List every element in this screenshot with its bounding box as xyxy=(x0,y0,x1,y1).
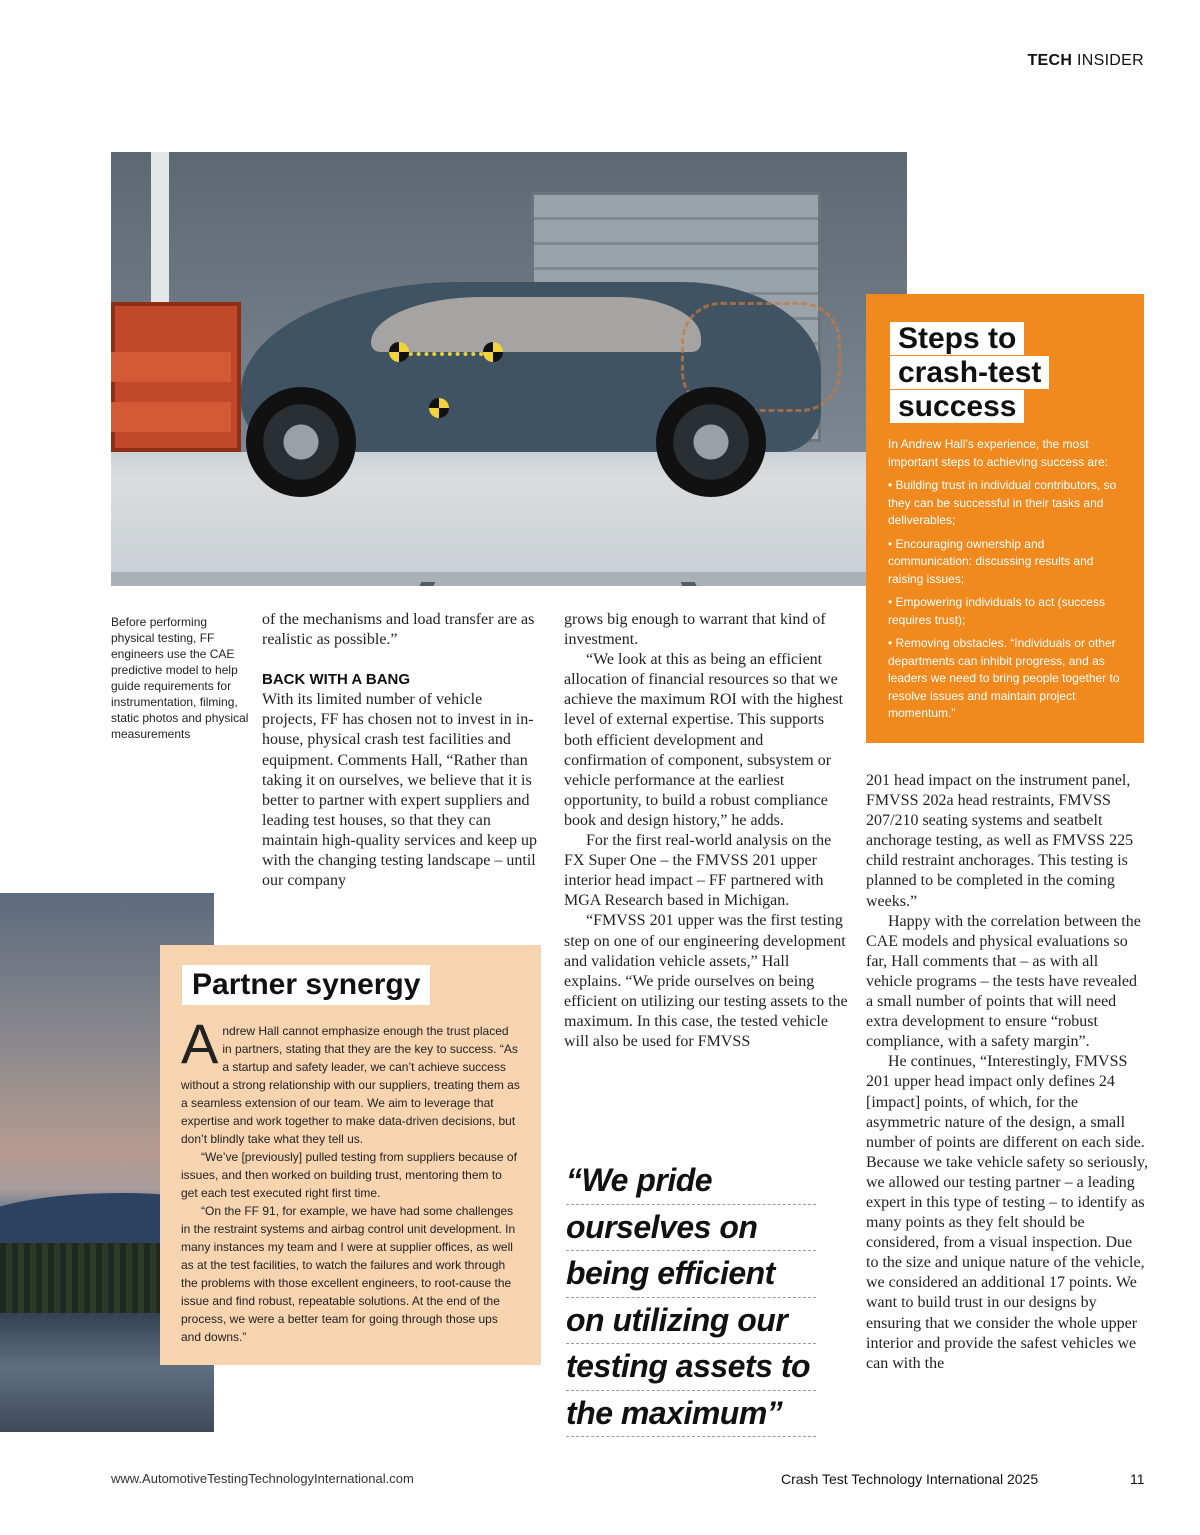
partner-text: ndrew Hall cannot emphasize enough the trust placed in partners, stating that they are the key to success. “As a startup and safety leader, we can’t achieve success without a strong relationship with our suppliers, treating them as a seamless extension of our team. We aim to leverage that expertise and work together to make data-driven decisions, but don’t blindly take what they tell us. xyxy=(181,1024,520,1146)
pull-quote-line: being efficient xyxy=(566,1251,816,1298)
steps-intro: In Andrew Hall’s experience, the most important steps to achieving success are: xyxy=(888,437,1109,469)
paragraph: “We’ve [previously] pulled testing from suppliers because of issues, and then worked on building trust, mentoring them to get each test executed right first time. xyxy=(181,1150,517,1200)
paragraph: With its limited number of vehicle projects, FF has chosen not to invest in in-house, physical crash test facilities and equipment. Comments Hall, “Rather than taking it on ourselves, we believe that it is better to partner with expert suppliers and leading test houses, so that they can maintain high-quality services and keep up with the changing testing landscape – until our company xyxy=(262,691,538,890)
subheading: BACK WITH A BANG xyxy=(262,671,411,689)
header-rest: INSIDER xyxy=(1072,52,1144,69)
steps-item: • Empowering individuals to act (success requires trust); xyxy=(888,595,1105,627)
pull-quote-line: ourselves on xyxy=(566,1205,816,1252)
drop-cap: A xyxy=(181,1012,219,1075)
pull-quote-line: the maximum” xyxy=(566,1391,816,1438)
pull-quote-line: on utilizing our xyxy=(566,1298,816,1345)
steps-title-line: crash-test xyxy=(890,356,1049,389)
pull-quote-line: testing assets to xyxy=(566,1344,816,1391)
paragraph: 201 head impact on the instrument panel, FMVSS 202a head restraints, FMVSS 207/210 seating systems and seatbelt anchorage testing, as well as FMVSS 225 child restraint anchorages. This testing is planned to be completed in the coming weeks.” xyxy=(866,772,1134,910)
paragraph: “FMVSS 201 upper was the first testing step on one of our engineering development and validation vehicle assets,” Hall explains. “We pride ourselves on being efficient on utilizing our testing assets to the maximum. In this case, the tested vehicle will also be used for FMVSS xyxy=(564,912,848,1050)
steps-title xyxy=(890,322,1080,424)
paragraph: For the first real-world analysis on the FX Super One – the FMVSS 201 upper interior head impact – FF partnered with MGA Research based in Michigan. xyxy=(564,832,832,910)
steps-title-line: success xyxy=(890,390,1024,423)
article-column-3 xyxy=(866,771,1148,1374)
pull-quote-line: “We pride xyxy=(566,1158,816,1205)
paragraph: Happy with the correlation between the CAE models and physical evaluations so far, Hall comments that – as with all vehicle programs – the tests have revealed a small number of points that will need extra development to ensure “robust compliance, with a safety margin”. xyxy=(866,912,1141,1051)
steps-item: • Removing obstacles. “Individuals or other departments can inhibit progress, and as leaders we need to bring people together to resolve issues and maintain project momentum.” xyxy=(888,636,1120,720)
photo-caption: Before performing physical testing, FF engineers use the CAE predictive model to help guide requirements for instrumentation, filming, static photos and physical measurements xyxy=(111,615,249,741)
steps-title-line: Steps to xyxy=(890,322,1024,355)
crash-test-photo xyxy=(111,152,907,586)
paragraph: He continues, “Interestingly, FMVSS 201 upper head impact only defines 24 [impact] points, of which, for the asymmetric nature of the design, a small number of points are different on each side. Because we take vehicle safety so seriously, we allowed our testing partner – a leading expert in this type of testing – to identify as many points as they felt should be considered, from a visual inspection. Due to the size and unique nature of the vehicle, we considered an additional 17 points. We want to build trust in our designs by ensuring that we consider the whole upper interior and provide the safest vehicles we can with the xyxy=(866,1053,1148,1372)
steps-item: • Building trust in individual contributors, so they can be successful in their tasks and deliverables; xyxy=(888,478,1117,527)
paragraph: of the mechanisms and load transfer are as realistic as possible.” xyxy=(262,611,535,649)
section-header xyxy=(1027,52,1144,70)
steps-body xyxy=(888,436,1130,729)
article-column-1 xyxy=(262,610,540,891)
partner-title: Partner synergy xyxy=(182,965,430,1005)
header-bold: TECH xyxy=(1027,52,1073,69)
footer-publication: Crash Test Technology International 2025 xyxy=(781,1471,1039,1487)
paragraph: “On the FF 91, for example, we have had some challenges in the restraint systems and airbag control unit development. In many instances my team and I were at supplier offices, as well as at the test facilities, to watch the failures and work through the problems with those excellent engineers, to root-cause the issue and find robust, repeatable solutions. At the end of the process, we were a better team for going through those ups and downs.” xyxy=(181,1204,516,1344)
article-column-2 xyxy=(564,610,849,1052)
footer-url: www.AutomotiveTestingTechnologyInternational.com xyxy=(111,1471,414,1486)
partner-sidebar xyxy=(160,945,541,1365)
steps-item: • Encouraging ownership and communication: discussing results and raising issues; xyxy=(888,536,1094,586)
partner-body xyxy=(181,1012,521,1346)
steps-sidebar xyxy=(866,294,1144,743)
paragraph: grows big enough to warrant that kind of investment. xyxy=(564,611,826,649)
pull-quote xyxy=(566,1158,816,1437)
page-number: 11 xyxy=(1130,1471,1145,1487)
paragraph xyxy=(181,1012,521,1148)
paragraph: “We look at this as being an efficient allocation of financial resources so that we achieve the maximum ROI with the highest level of external expertise. This supports both efficient development and confirmation of component, subsystem or vehicle performance at the earliest opportunity, to build a robust compliance book and design history,” he adds. xyxy=(564,651,844,829)
